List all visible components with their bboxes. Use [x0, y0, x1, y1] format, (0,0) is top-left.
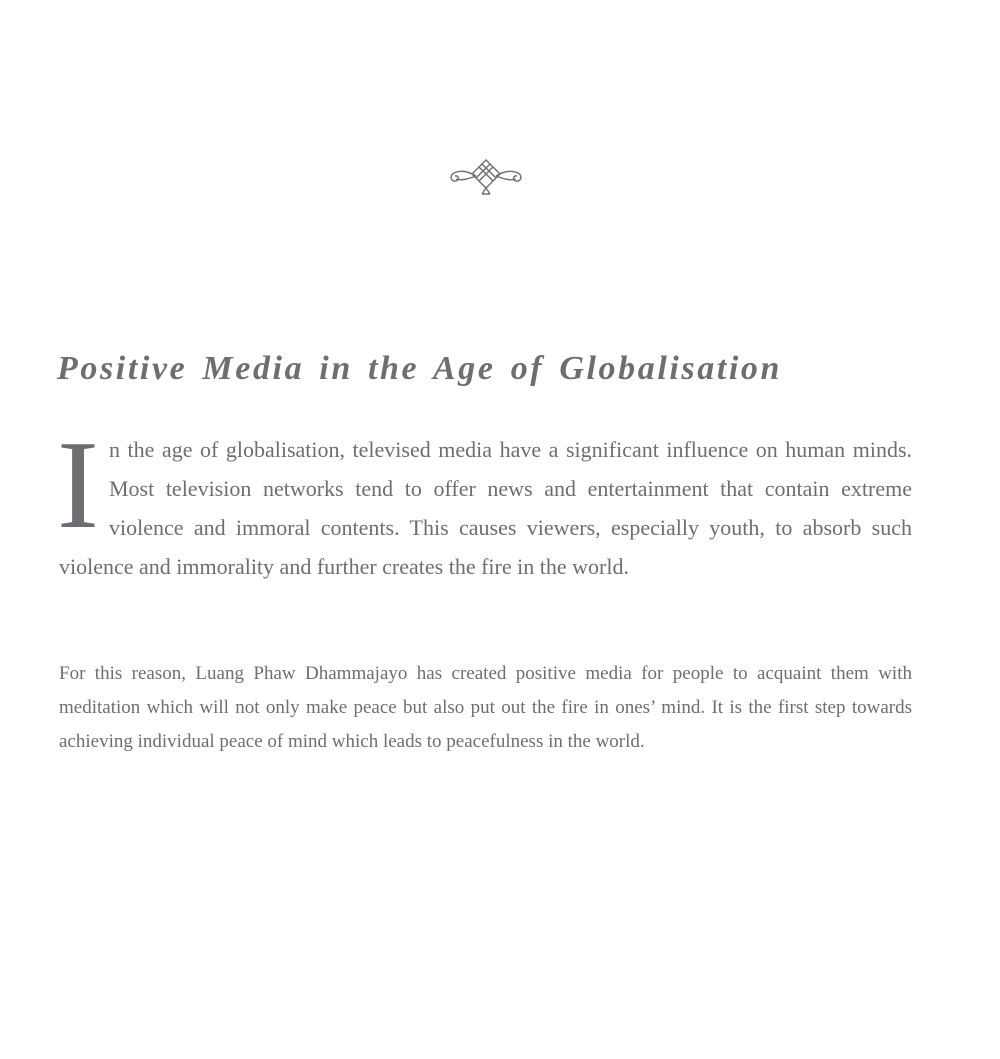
intro-paragraph-text: n the age of globalisation, televised media have a significant influence on human minds. Most television networks tend to offer news and entertainment that contain extreme violence and immoral contents. This causes viewers, especially youth, to absorb such violence and immorality and further creates the fire in the world.	[59, 437, 912, 579]
endless-knot-flourish-icon	[446, 154, 526, 198]
article-title: Positive Media in the Age of Globalisation	[57, 350, 783, 387]
intro-paragraph	[57, 416, 912, 586]
drop-cap: I	[57, 416, 99, 555]
body-paragraph: For this reason, Luang Phaw Dhammajayo has created positive media for people to acquaint them with meditation which will not only make peace but also put out the fire in ones’ mind. It is the first step towards achieving individual peace of mind which leads to peacefulness in the world.	[59, 663, 912, 752]
